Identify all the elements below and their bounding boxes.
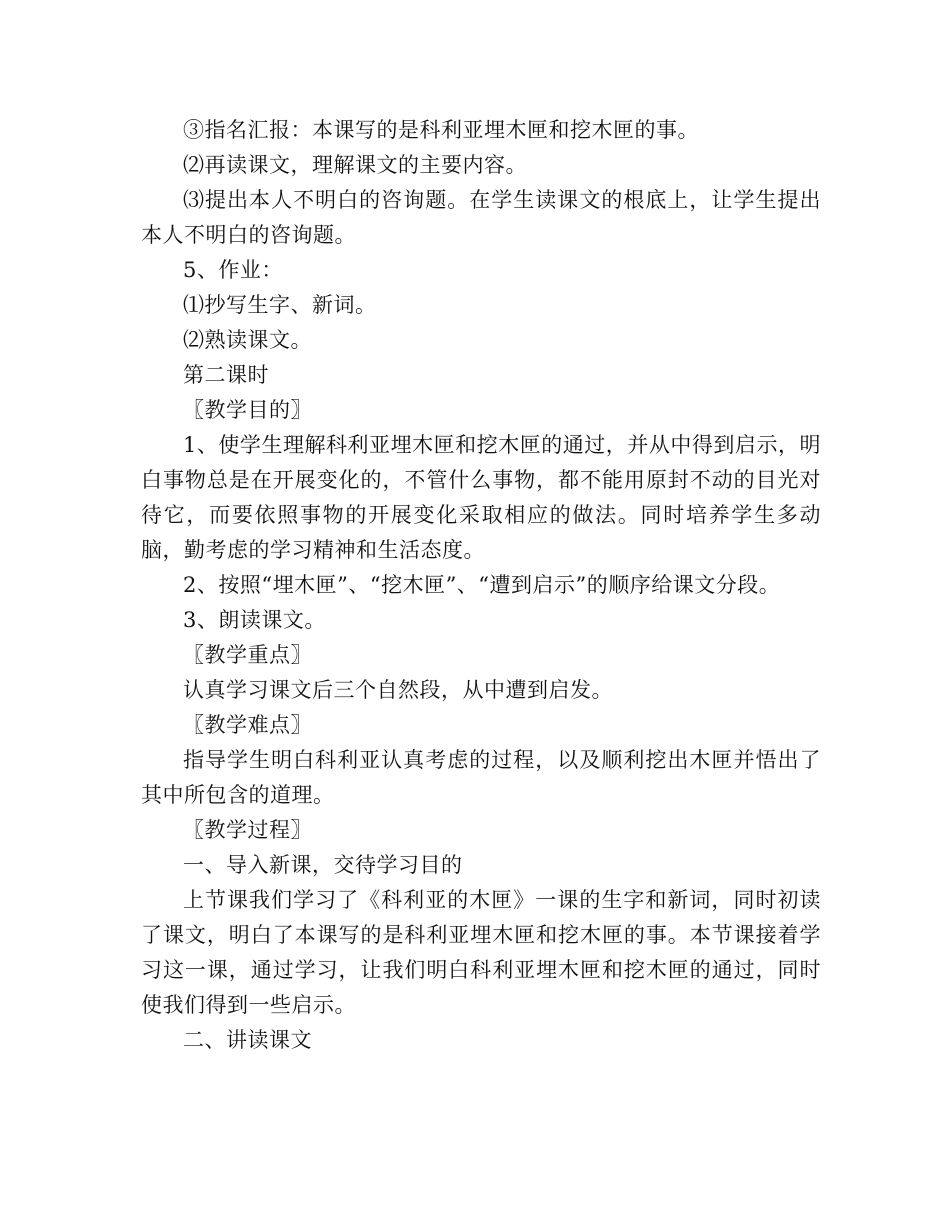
section-title: 第二课时 bbox=[183, 363, 269, 387]
document-body bbox=[141, 113, 821, 1058]
paragraph: 指导学生明白科利亚认真考虑的过程，以及顺利挖出木匣并悟出了其中所包含的道理。 bbox=[141, 748, 821, 807]
paragraph: 3、朗读课文。 bbox=[183, 608, 326, 632]
section-heading: 〖教学重点〗 bbox=[183, 643, 312, 667]
paragraph: 一、导入新课，交待学习目的 bbox=[183, 853, 463, 877]
paragraph: ③指名汇报：本课写的是科利亚埋木匣和挖木匣的事。 bbox=[183, 118, 699, 142]
paragraph: 2、按照“埋木匣”、“挖木匣”、“遭到启示”的顺序给课文分段。 bbox=[183, 573, 781, 597]
paragraph: ⑵再读课文，理解课文的主要内容。 bbox=[183, 153, 527, 177]
paragraph: 1、使学生理解科利亚埋木匣和挖木匣的通过，并从中得到启示，明白事物总是在开展变化的，不管什么事物，都不能用原封不动的目光对待它，而要依照事物的开展变化采取相应的做法。同时培养学生多动脑，勤考虑的学习精神和生活态度。 bbox=[141, 433, 821, 562]
paragraph: ⑵熟读课文。 bbox=[183, 328, 312, 352]
section-heading: 〖教学过程〗 bbox=[183, 818, 312, 842]
section-heading: 〖教学难点〗 bbox=[183, 713, 312, 737]
paragraph: 5、作业： bbox=[183, 258, 283, 282]
section-heading: 〖教学目的〗 bbox=[183, 398, 312, 422]
paragraph: 二、讲读课文 bbox=[183, 1028, 312, 1052]
paragraph: ⑴抄写生字、新词。 bbox=[183, 293, 377, 317]
paragraph: ⑶提出本人不明白的咨询题。在学生读课文的根底上，让学生提出本人不明白的咨询题。 bbox=[141, 188, 821, 247]
paragraph: 上节课我们学习了《科利亚的木匣》一课的生字和新词，同时初读了课文，明白了本课写的是科利亚埋木匣和挖木匣的事。本节课接着学习这一课，通过学习，让我们明白科利亚埋木匣和挖木匣的通过，同时使我们得到一些启示。 bbox=[141, 888, 821, 1017]
paragraph: 认真学习课文后三个自然段，从中遭到启发。 bbox=[183, 678, 613, 702]
